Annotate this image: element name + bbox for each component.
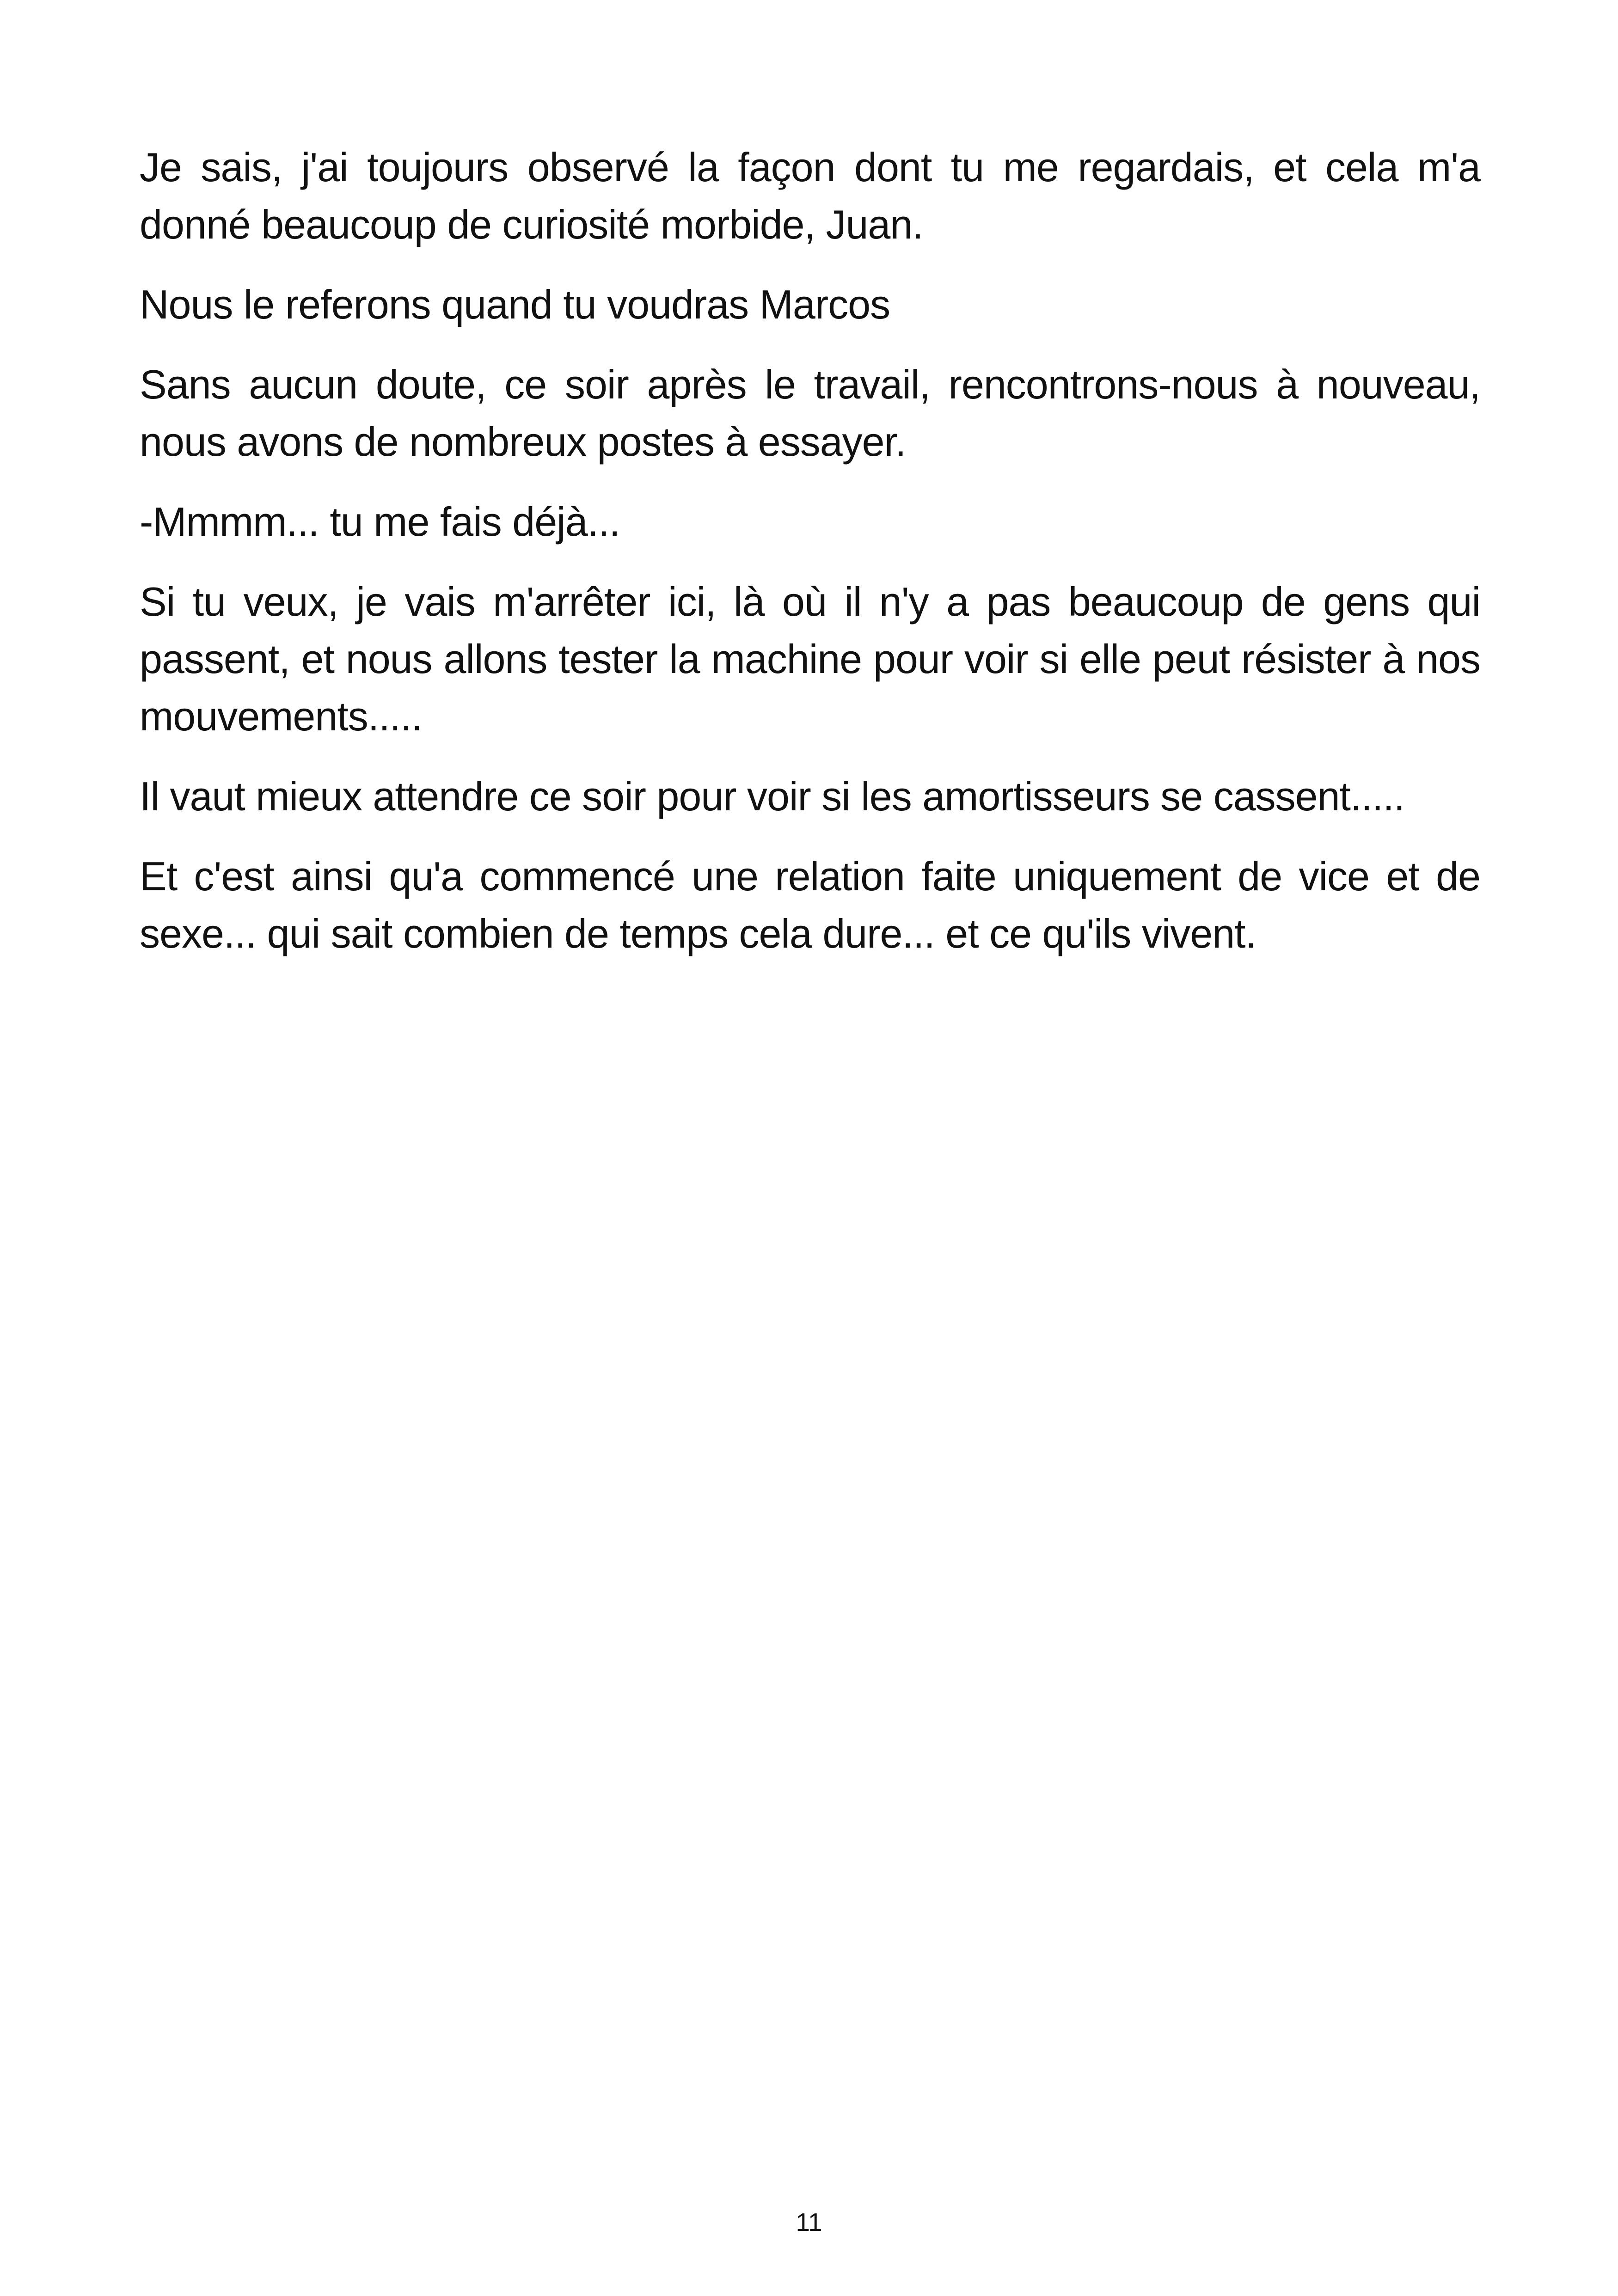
paragraph-4: -Mmmm... tu me fais déjà... — [140, 499, 620, 545]
paragraph-6: Il vaut mieux attendre ce soir pour voir si les amortisseurs se cassent..... — [140, 773, 1405, 819]
paragraph-5: Si tu veux, je vais m'arrêter ici, là où il n'y a pas beaucoup de gens qui passent, et nous allons tester la machine pour voir si elle peut résister à nos mouvements..... — [140, 579, 1480, 739]
page-body — [140, 139, 1480, 985]
paragraph-7: Et c'est ainsi qu'a commencé une relation faite uniquement de vice et de sexe... qui sait combien de temps cela dure... et ce qu'ils vivent. — [140, 853, 1480, 956]
paragraph-1: Je sais, j'ai toujours observé la façon dont tu me regardais, et cela m'a donné beaucoup de curiosité morbide, Juan. — [140, 144, 1480, 247]
page-number: 11 — [796, 2208, 822, 2236]
paragraph-3: Sans aucun doute, ce soir après le travail, rencontrons-nous à nouveau, nous avons de nombreux postes à essayer. — [140, 361, 1480, 465]
paragraph-2: Nous le referons quand tu voudras Marcos — [140, 282, 890, 327]
